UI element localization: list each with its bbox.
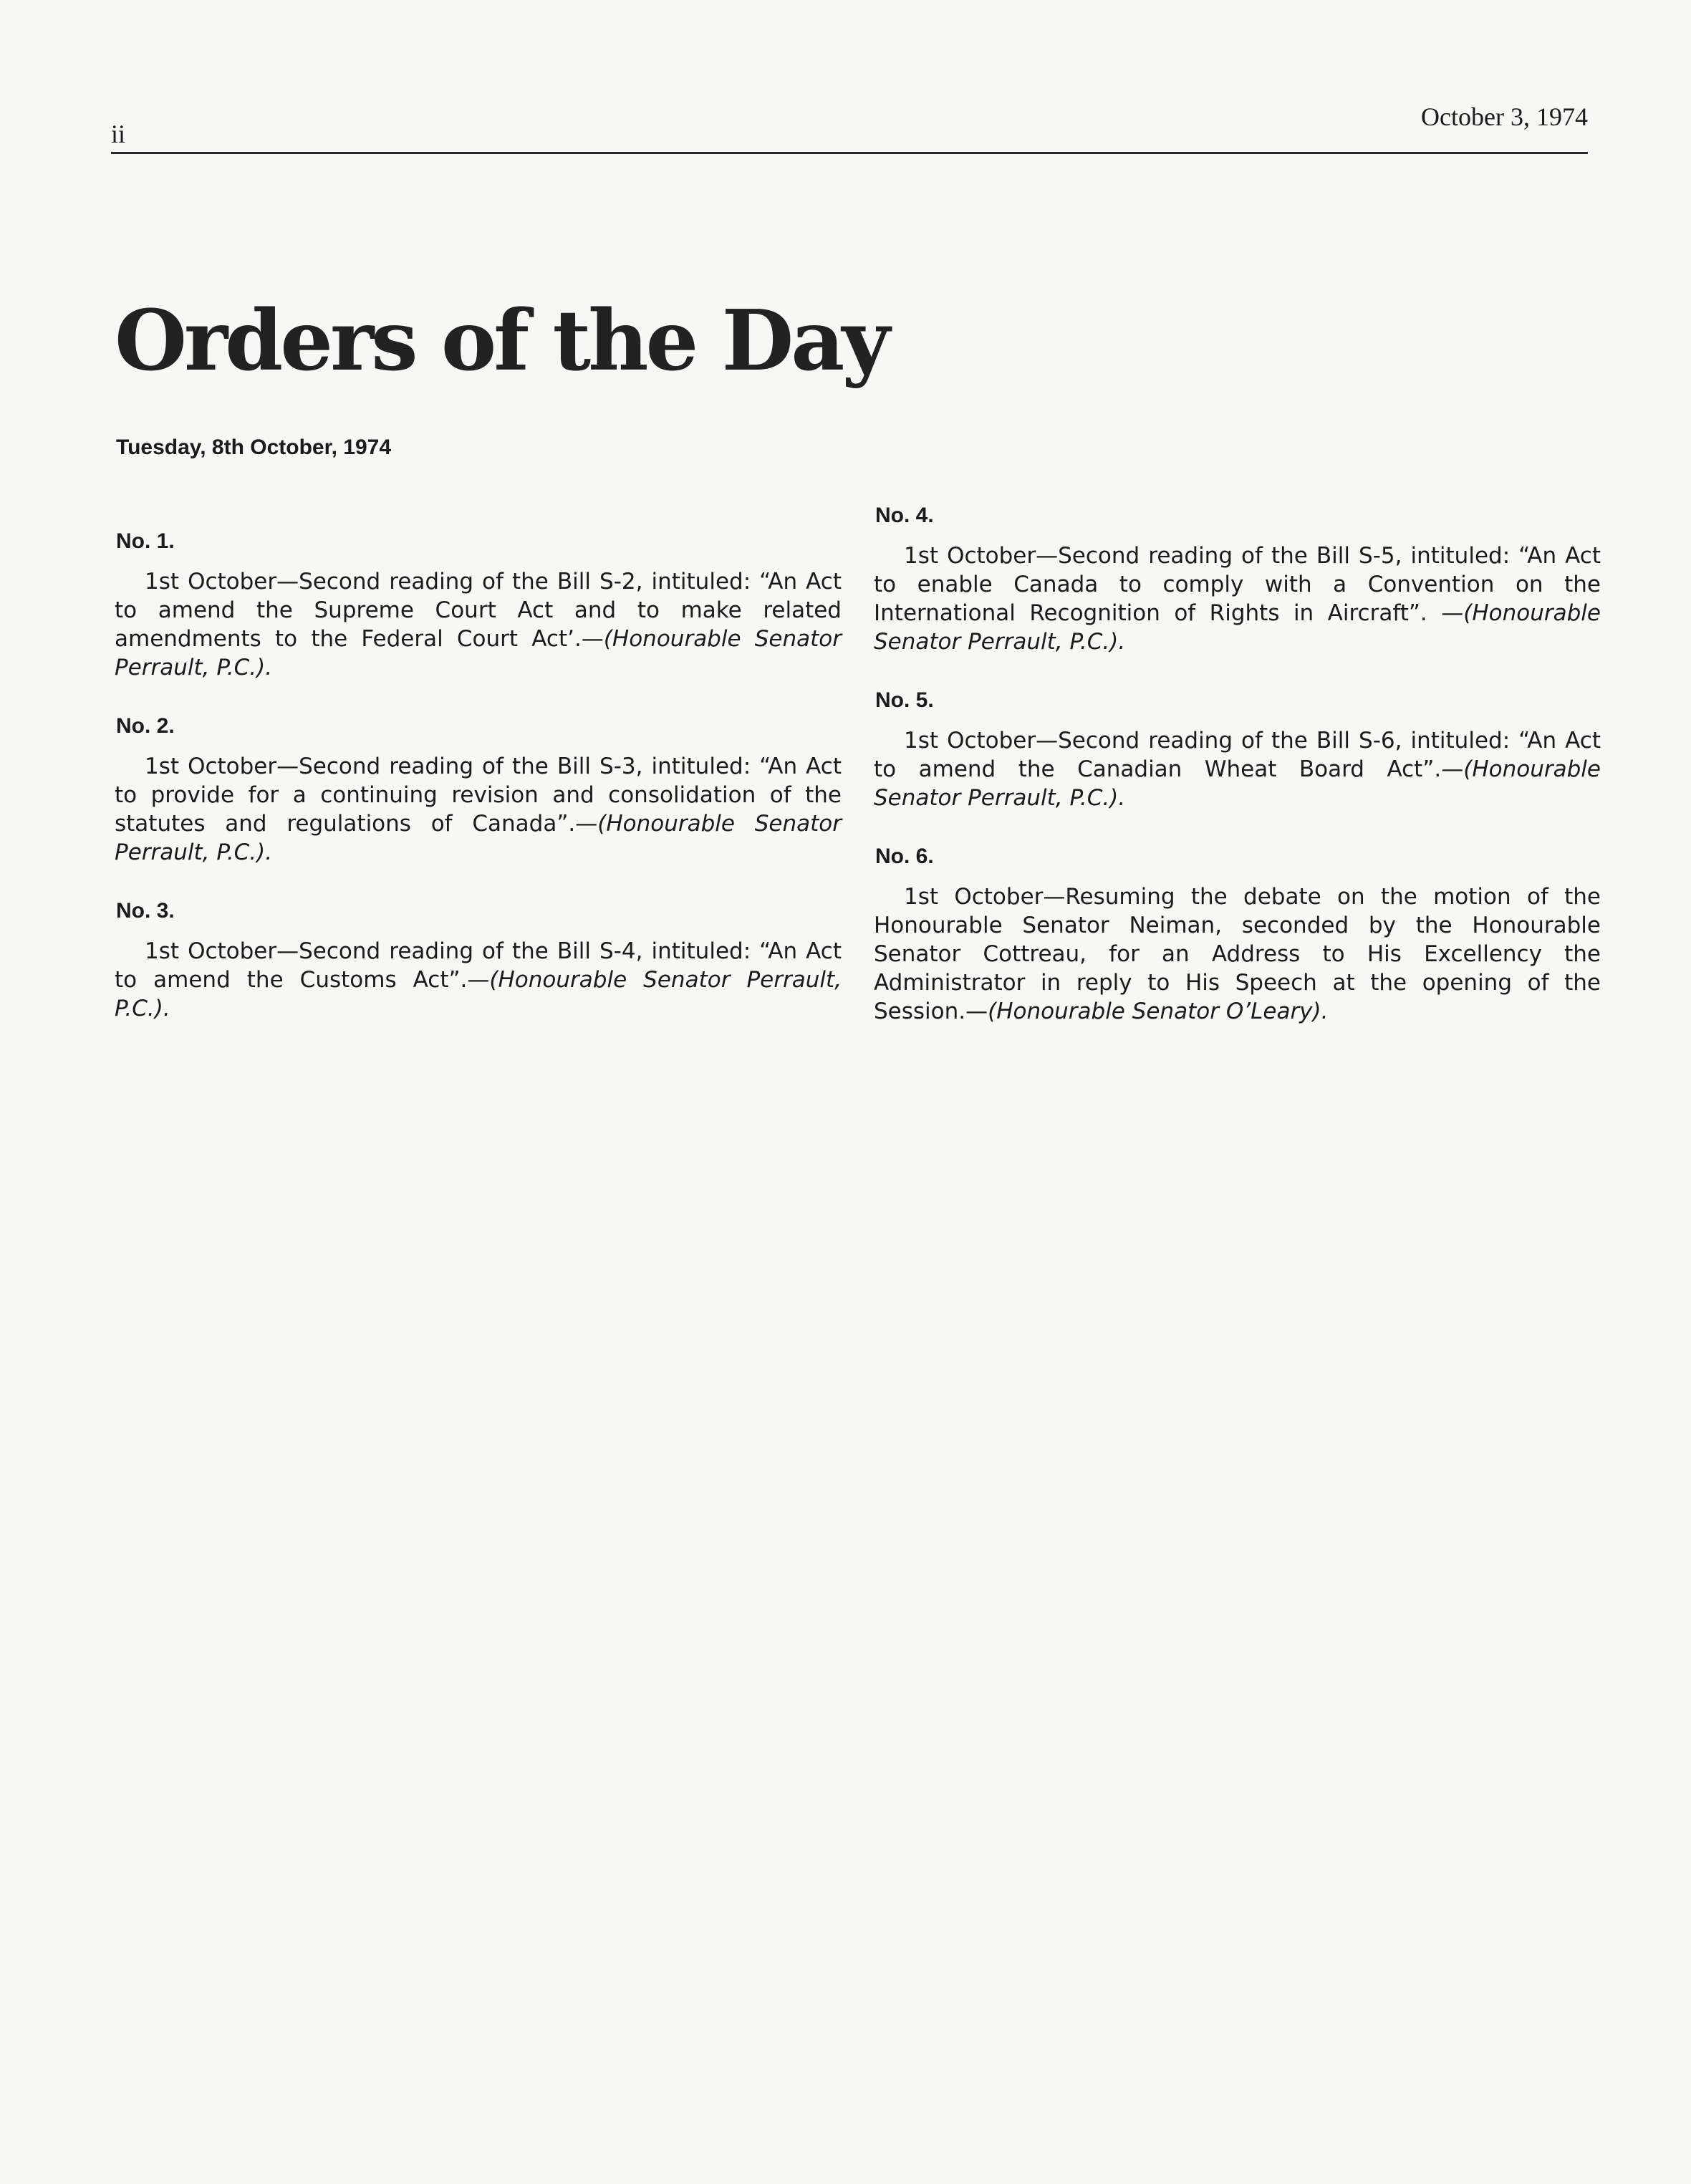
page-number: ii <box>111 120 126 148</box>
order-item-text: 1st October—Second reading of the Bill S-6, intituled: “An Act to amend the Canadian Wheat Board Act”.—(Honourable Senator Perrault, P.C.). <box>874 728 1601 811</box>
order-item-number: No. 6. <box>875 845 934 868</box>
order-item-number: No. 2. <box>116 714 175 738</box>
order-item <box>115 527 842 682</box>
order-item-sponsor: (Honourable Senator Perrault, P.C.). <box>115 967 842 1021</box>
order-item-number: No. 3. <box>116 899 175 923</box>
order-item-text: 1st October—Second reading of the Bill S-3, intituled: “An Act to provide for a continuing revision and consolidation of the statutes and regulations of Canada”.—(Honourable Senator Perrault, P.C.). <box>115 754 842 865</box>
order-item-sponsor: (Honourable Senator Perrault, P.C.). <box>874 756 1601 811</box>
page-title: Orders of the Day <box>115 292 887 390</box>
order-item-text: 1st October—Second reading of the Bill S-5, intituled: “An Act to enable Canada to comply with a Convention on the International Recognition of Rights in Aircraft”. —(Honourable Senator Perrault, P.C.). <box>874 543 1601 655</box>
order-item <box>874 842 1601 1026</box>
order-item-number: No. 1. <box>116 529 175 553</box>
order-item-number: No. 4. <box>875 504 934 527</box>
order-item <box>874 686 1601 812</box>
right-column <box>874 501 1601 1026</box>
order-item-sponsor: (Honourable Senator O’Leary). <box>988 999 1329 1024</box>
left-column <box>115 527 842 1023</box>
order-item <box>115 897 842 1023</box>
order-item <box>115 712 842 867</box>
order-item-sponsor: (Honourable Senator Perrault, P.C.). <box>115 626 842 680</box>
sitting-date: Tuesday, 8th October, 1974 <box>116 436 392 459</box>
order-item-sponsor: (Honourable Senator Perrault, P.C.). <box>115 811 842 865</box>
order-item-number: No. 5. <box>875 688 934 712</box>
order-item-text: 1st October—Second reading of the Bill S-2, intituled: “An Act to amend the Supreme Court Act and to make related amendments to the Federal Court Act’.—(Honourable Senator Perrault, P.C.). <box>115 569 842 680</box>
order-item-text: 1st October—Second reading of the Bill S-4, intituled: “An Act to amend the Customs Act”.—(Honourable Senator Perrault, P.C.). <box>115 938 842 1021</box>
order-item-text: 1st October—Resuming the debate on the motion of the Honourable Senator Neiman, seconded by the Honourable Senator Cottreau, for an Address to His Excellency the Administrator in reply to His Speech at the opening of the Session.—(Honourable Senator O’Leary). <box>874 884 1601 1024</box>
page-header <box>111 100 1588 154</box>
order-item-sponsor: (Honourable Senator Perrault, P.C.). <box>874 600 1601 655</box>
order-item <box>874 501 1601 656</box>
header-date: October 3, 1974 <box>1421 102 1588 131</box>
